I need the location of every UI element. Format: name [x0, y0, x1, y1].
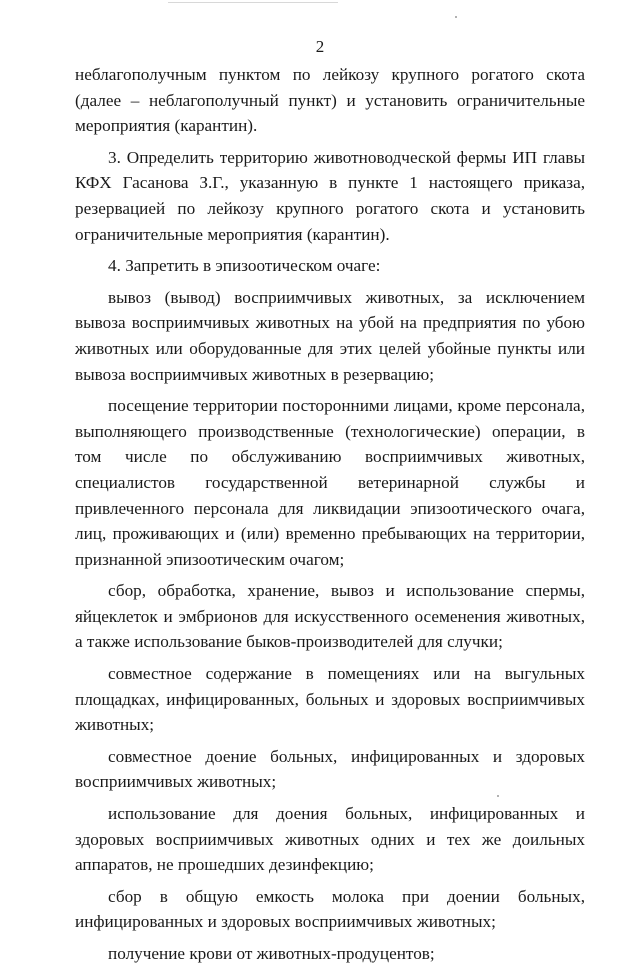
prohibition-shared-milking-machines: использование для доения больных, инфицированных и здоровых восприимчивых животных одних и тех же доильных аппаратов, не прошедших дезинфекцию;: [75, 804, 585, 875]
prohibition-semen-embryos: сбор, обработка, хранение, вывоз и использование спермы, яйцеклеток и эмбрионов для искусственного осеменения животных, а также использование быков-производителей для случки;: [75, 581, 585, 652]
paragraph-item-4-heading: 4. Запретить в эпизоотическом очаге:: [108, 256, 381, 276]
scan-speck: [455, 16, 457, 18]
paragraph-item-3: 3. Определить территорию животноводческой фермы ИП главы КФХ Гасанова З.Г., указанную в пункте 1 настоящего приказа, резервацией по лейкозу крупного рогатого скота и установить ограничительные мероприятия (карантин).: [75, 147, 585, 244]
prohibition-export-animals: вывоз (вывод) восприимчивых животных, за исключением вывоза восприимчивых животных на убой на предприятия по убою животных или оборудованные для этих целей убойные пункты или вывоза восприимчивых животных в резервацию;: [75, 287, 585, 384]
scan-edge-line: [168, 2, 338, 3]
prohibition-blood-collection: получение крови от животных-продуцентов;: [108, 944, 435, 963]
prohibition-visits: посещение территории посторонними лицами, кроме персонала, выполняющего производственные (технологические) операции, в том числе по обслуживанию восприимчивых животных, специалистов государственной ветеринарной службы и привлеченного персонала для ликвидации эпизоотического очага, лиц, проживающих и (или) временно пребывающих на территории, признанной эпизоотическим очагом;: [75, 396, 585, 569]
prohibition-joint-keeping: совместное содержание в помещениях или на выгульных площадках, инфицированных, больных и здоровых восприимчивых животных;: [75, 664, 585, 735]
document-body: [75, 62, 585, 967]
prohibition-joint-milking: совместное доение больных, инфицированных и здоровых восприимчивых животных;: [75, 746, 585, 792]
prohibition-common-milk-container: сбор в общую емкость молока при доении больных, инфицированных и здоровых восприимчивых животных;: [75, 886, 585, 932]
page-number: 2: [315, 37, 325, 56]
scan-speck: [497, 795, 499, 797]
paragraph-continuation: неблагополучным пунктом по лейкозу крупного рогатого скота (далее – неблагополучный пункт) и установить ограничительные мероприятия (карантин).: [75, 65, 585, 136]
